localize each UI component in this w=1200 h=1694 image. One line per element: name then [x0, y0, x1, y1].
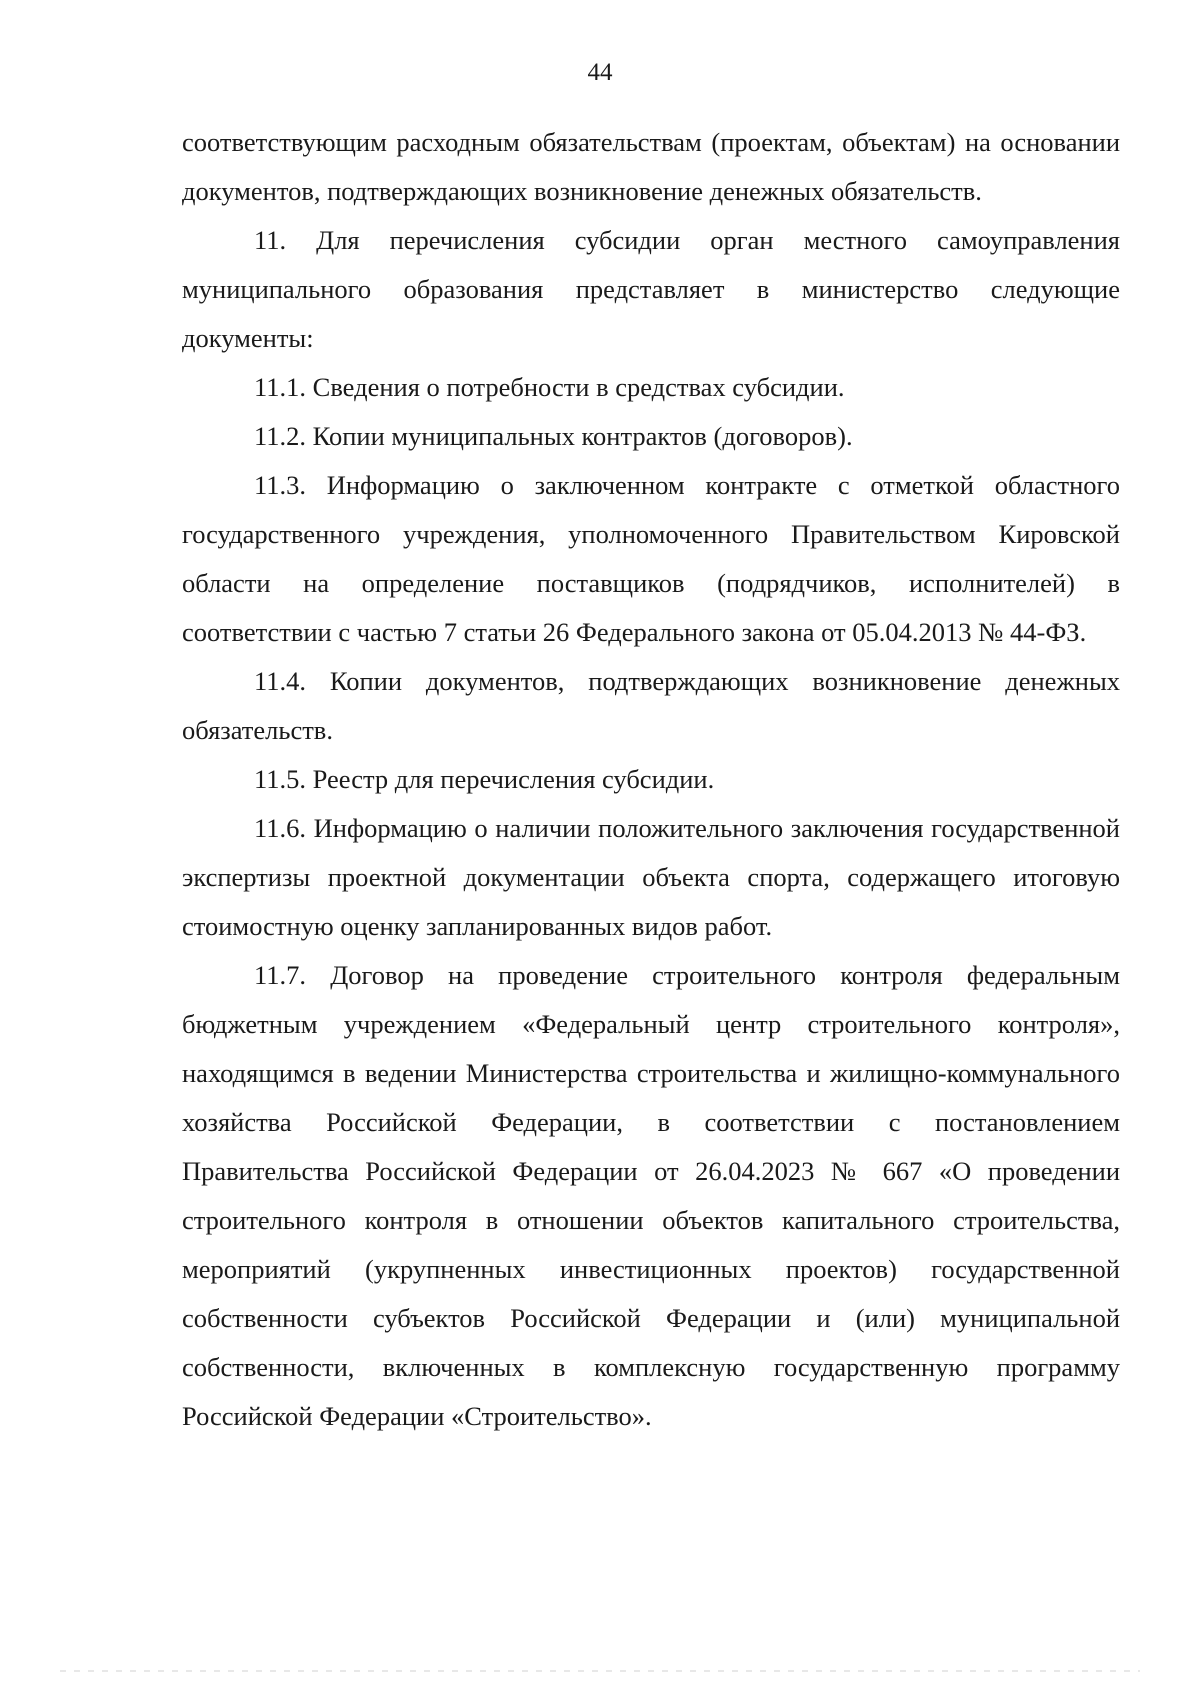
paragraph-item-11-6: 11.6. Информацию о наличии положительного заключения государственной экспертизы проектной документации объекта спорта, содержащего итоговую стоимостную оценку запланированных видов работ.: [182, 813, 1120, 941]
paragraph-item-11-1: 11.1. Сведения о потребности в средствах субсидии.: [254, 372, 845, 402]
paragraph-item-11-7: 11.7. Договор на проведение строительного контроля федеральным бюджетным учреждением «Федеральный центр строительного контроля», находящимся в ведении Министерства строительства и жилищно-коммунального хозяйства Российской Федерации, в соответствии с постановлением Правительства Российской Федерации от 26.04.2023 № 667 «О проведении строительного контроля в отношении объектов капитального строительства, мероприятий (укрупненных инвестиционных проектов) государственной собственности субъектов Российской Федерации и (или) муниципальной собственности, включенных в комплексную государственную программу Российской Федерации «Строительство».: [182, 960, 1120, 1431]
paragraph-item-11: 11. Для перечисления субсидии орган местного самоуправления муниципального образования представляет в министерство следующие документы:: [182, 225, 1120, 353]
paragraph-item-11-4: 11.4. Копии документов, подтверждающих возникновение денежных обязательств.: [182, 666, 1120, 745]
document-body: [182, 118, 1120, 1441]
page-number: 44: [587, 59, 613, 86]
paragraph-continuation: соответствующим расходным обязательствам (проектам, объектам) на основании документов, подтверждающих возникновение денежных обязательств.: [182, 127, 1120, 206]
paragraph-item-11-2: 11.2. Копии муниципальных контрактов (договоров).: [254, 421, 853, 451]
paragraph-item-11-5: 11.5. Реестр для перечисления субсидии.: [254, 764, 715, 794]
paragraph-item-11-3: 11.3. Информацию о заключенном контракте с отметкой областного государственного учреждения, уполномоченного Правительством Кировской области на определение поставщиков (подрядчиков, исполнителей) в соответствии с частью 7 статьи 26 Федерального закона от 05.04.2013 № 44-ФЗ.: [182, 470, 1120, 647]
scan-edge-artifact: [60, 1670, 1140, 1672]
